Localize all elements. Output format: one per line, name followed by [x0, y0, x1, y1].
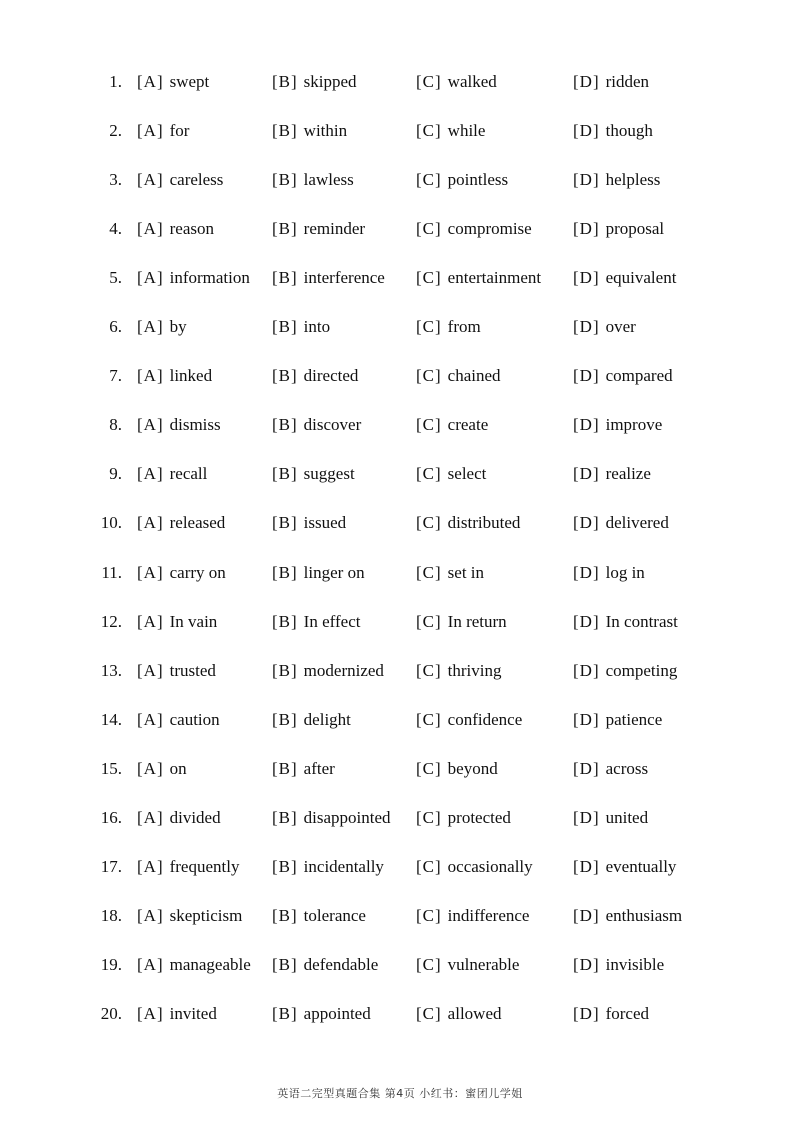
option-word: forced — [605, 1003, 650, 1023]
option-word: linked — [169, 366, 213, 386]
question-row — [0, 754, 800, 784]
option-letter: [D] — [573, 464, 600, 484]
option-word: for — [169, 121, 190, 141]
option-word: swept — [169, 72, 210, 91]
question-number: 1. — [109, 72, 122, 91]
option-word: vulnerable — [447, 954, 520, 974]
option-word: on — [169, 758, 187, 778]
question-number: 18. — [100, 905, 122, 925]
question-number: 12. — [100, 611, 122, 631]
question-row — [0, 361, 800, 391]
question-row — [0, 901, 800, 931]
option-b — [272, 705, 351, 735]
question-row — [0, 607, 800, 637]
question-row — [0, 165, 800, 195]
option-letter: [D] — [573, 121, 600, 141]
option-word: frequently — [169, 856, 240, 876]
option-letter: [B] — [272, 219, 298, 239]
question-row — [0, 214, 800, 244]
option-d — [573, 508, 669, 538]
question-row — [0, 312, 800, 342]
option-d — [573, 116, 653, 146]
option-c — [416, 901, 529, 931]
option-c — [416, 999, 502, 1029]
option-d — [573, 165, 660, 195]
option-letter: [B] — [272, 807, 298, 827]
option-word: by — [169, 317, 187, 337]
option-letter: [C] — [416, 758, 442, 778]
question-row — [0, 852, 800, 882]
question-number: 6. — [109, 317, 122, 337]
option-letter: [D] — [573, 954, 600, 974]
option-d — [573, 410, 662, 440]
question-number: 11. — [101, 562, 122, 582]
option-a — [137, 214, 214, 244]
option-letter: [D] — [573, 513, 600, 533]
option-word: enthusiasm — [605, 905, 683, 925]
option-b — [272, 410, 361, 440]
option-b — [272, 263, 385, 293]
option-letter: [A] — [137, 513, 164, 533]
option-b — [272, 67, 357, 97]
option-a — [137, 410, 221, 440]
option-word: delivered — [605, 513, 669, 533]
option-letter: [C] — [416, 709, 442, 729]
option-d — [573, 656, 677, 686]
option-a — [137, 950, 251, 980]
option-word: create — [447, 415, 489, 435]
question-row — [0, 803, 800, 833]
option-b — [272, 656, 384, 686]
option-letter: [D] — [573, 905, 600, 925]
option-word: information — [169, 268, 250, 288]
option-word: invisible — [605, 954, 665, 974]
option-letter: [B] — [272, 170, 298, 190]
option-word: competing — [605, 660, 678, 680]
option-a — [137, 558, 226, 588]
option-word: defendable — [303, 954, 379, 974]
option-d — [573, 214, 664, 244]
option-word: interference — [303, 268, 385, 288]
option-c — [416, 214, 532, 244]
option-letter: [B] — [272, 317, 298, 337]
question-row — [0, 558, 800, 588]
option-letter: [D] — [573, 415, 600, 435]
option-letter: [D] — [573, 856, 600, 876]
option-b — [272, 607, 360, 637]
option-letter: [C] — [416, 121, 442, 141]
option-d — [573, 607, 678, 637]
option-letter: [B] — [272, 660, 298, 680]
option-word: lawless — [303, 170, 354, 190]
option-a — [137, 705, 220, 735]
option-letter: [C] — [416, 513, 442, 533]
option-word: trusted — [169, 660, 216, 680]
option-letter: [D] — [573, 366, 600, 386]
option-word: skipped — [303, 72, 357, 91]
option-letter: [C] — [416, 415, 442, 435]
option-word: protected — [447, 807, 511, 827]
option-letter: [D] — [573, 611, 600, 631]
option-b — [272, 852, 384, 882]
option-word: recall — [169, 464, 208, 484]
question-row — [0, 950, 800, 980]
option-word: into — [303, 317, 331, 337]
option-word: equivalent — [605, 268, 677, 288]
option-word: skepticism — [169, 905, 243, 925]
option-b — [272, 950, 378, 980]
option-letter: [C] — [416, 660, 442, 680]
option-letter: [B] — [272, 856, 298, 876]
option-letter: [A] — [137, 219, 164, 239]
option-c — [416, 607, 507, 637]
option-word: released — [169, 513, 226, 533]
option-word: united — [605, 807, 649, 827]
option-letter: [A] — [137, 415, 164, 435]
option-word: In contrast — [605, 611, 678, 631]
question-number: 8. — [109, 415, 122, 435]
question-number: 17. — [100, 856, 122, 876]
option-d — [573, 705, 662, 735]
option-c — [416, 361, 501, 391]
option-word: improve — [605, 415, 663, 435]
option-word: caution — [169, 709, 220, 729]
option-letter: [A] — [137, 856, 164, 876]
option-letter: [D] — [573, 219, 600, 239]
option-letter: [A] — [137, 905, 164, 925]
question-number: 10. — [100, 513, 122, 533]
option-b — [272, 803, 391, 833]
option-a — [137, 803, 221, 833]
option-word: log in — [605, 562, 645, 582]
option-letter: [D] — [573, 268, 600, 288]
option-a — [137, 508, 225, 538]
question-row — [0, 508, 800, 538]
option-word: patience — [605, 709, 663, 729]
question-number: 7. — [109, 366, 122, 386]
option-word: manageable — [169, 954, 251, 974]
option-word: beyond — [447, 758, 498, 778]
option-letter: [B] — [272, 954, 298, 974]
option-word: allowed — [447, 1003, 502, 1023]
option-letter: [C] — [416, 72, 442, 91]
option-word: issued — [303, 513, 347, 533]
option-word: suggest — [303, 464, 355, 484]
option-word: across — [605, 758, 649, 778]
option-b — [272, 558, 365, 588]
option-a — [137, 165, 223, 195]
option-c — [416, 263, 541, 293]
option-letter: [B] — [272, 464, 298, 484]
option-word: linger on — [303, 562, 365, 582]
option-letter: [A] — [137, 72, 164, 91]
option-c — [416, 950, 519, 980]
question-number: 13. — [100, 660, 122, 680]
question-number: 5. — [109, 268, 122, 288]
option-b — [272, 165, 354, 195]
option-word: In effect — [303, 611, 361, 631]
option-word: select — [447, 464, 487, 484]
question-number: 9. — [109, 464, 122, 484]
option-word: pointless — [447, 170, 509, 190]
option-letter: [C] — [416, 807, 442, 827]
option-letter: [A] — [137, 464, 164, 484]
option-letter: [B] — [272, 758, 298, 778]
option-a — [137, 116, 189, 146]
option-word: reason — [169, 219, 214, 239]
option-word: tolerance — [303, 905, 366, 925]
option-letter: [A] — [137, 954, 164, 974]
option-word: divided — [169, 807, 221, 827]
question-row — [0, 67, 800, 97]
option-word: dismiss — [169, 415, 221, 435]
option-d — [573, 950, 664, 980]
option-word: though — [605, 121, 653, 141]
option-letter: [C] — [416, 1003, 442, 1023]
option-letter: [B] — [272, 513, 298, 533]
option-letter: [B] — [272, 611, 298, 631]
option-b — [272, 459, 355, 489]
option-word: confidence — [447, 709, 523, 729]
option-d — [573, 999, 649, 1029]
option-letter: [C] — [416, 856, 442, 876]
option-letter: [A] — [137, 807, 164, 827]
option-word: compared — [605, 366, 673, 386]
option-word: chained — [447, 366, 501, 386]
option-letter: [B] — [272, 905, 298, 925]
option-letter: [D] — [573, 1003, 600, 1023]
option-word: appointed — [303, 1003, 371, 1023]
question-number: 15. — [100, 758, 122, 778]
option-word: delight — [303, 709, 351, 729]
option-a — [137, 754, 187, 784]
option-d — [573, 803, 648, 833]
option-c — [416, 165, 508, 195]
question-number: 20. — [100, 1003, 122, 1023]
option-word: set in — [447, 562, 485, 582]
option-word: carry on — [169, 562, 226, 582]
option-word: realize — [605, 464, 651, 484]
option-letter: [A] — [137, 366, 164, 386]
option-a — [137, 361, 212, 391]
option-word: In vain — [169, 611, 218, 631]
option-letter: [D] — [573, 807, 600, 827]
option-letter: [A] — [137, 660, 164, 680]
option-a — [137, 901, 242, 931]
option-c — [416, 705, 522, 735]
option-word: invited — [169, 1003, 217, 1023]
option-c — [416, 803, 511, 833]
option-d — [573, 67, 649, 97]
option-c — [416, 410, 488, 440]
option-c — [416, 312, 481, 342]
option-a — [137, 67, 209, 97]
option-letter: [C] — [416, 611, 442, 631]
option-b — [272, 508, 346, 538]
option-letter: [B] — [272, 415, 298, 435]
option-letter: [D] — [573, 709, 600, 729]
question-row — [0, 459, 800, 489]
option-letter: [B] — [272, 1003, 298, 1023]
option-letter: [A] — [137, 758, 164, 778]
option-c — [416, 852, 533, 882]
option-letter: [C] — [416, 268, 442, 288]
option-word: In return — [447, 611, 507, 631]
option-letter: [A] — [137, 170, 164, 190]
option-b — [272, 361, 358, 391]
option-a — [137, 312, 187, 342]
question-number: 16. — [100, 807, 122, 827]
option-b — [272, 999, 371, 1029]
option-d — [573, 852, 676, 882]
option-letter: [B] — [272, 709, 298, 729]
option-word: while — [447, 121, 486, 141]
option-d — [573, 263, 676, 293]
option-letter: [B] — [272, 562, 298, 582]
option-c — [416, 558, 484, 588]
option-letter: [B] — [272, 72, 298, 91]
option-letter: [C] — [416, 562, 442, 582]
option-a — [137, 263, 250, 293]
option-letter: [A] — [137, 562, 164, 582]
option-letter: [C] — [416, 954, 442, 974]
option-word: careless — [169, 170, 224, 190]
question-row — [0, 116, 800, 146]
option-letter: [C] — [416, 464, 442, 484]
option-letter: [B] — [272, 121, 298, 141]
page-footer: 英语二完型真题合集 第4页 小红书：蜜团儿学姐 — [277, 1087, 523, 1100]
question-row — [0, 656, 800, 686]
option-letter: [A] — [137, 268, 164, 288]
option-b — [272, 754, 335, 784]
option-word: entertainment — [447, 268, 542, 288]
question-number: 2. — [109, 121, 122, 141]
option-b — [272, 116, 347, 146]
option-word: occasionally — [447, 856, 533, 876]
option-letter: [D] — [573, 758, 600, 778]
question-row — [0, 999, 800, 1029]
option-word: disappointed — [303, 807, 391, 827]
option-word: proposal — [605, 219, 665, 239]
option-c — [416, 459, 486, 489]
option-d — [573, 754, 648, 784]
question-row — [0, 410, 800, 440]
option-letter: [D] — [573, 562, 600, 582]
option-word: helpless — [605, 170, 661, 190]
option-letter: [D] — [573, 72, 600, 91]
option-letter: [B] — [272, 268, 298, 288]
option-word: from — [447, 317, 481, 337]
option-a — [137, 607, 217, 637]
option-word: eventually — [605, 856, 677, 876]
option-d — [573, 558, 645, 588]
option-word: modernized — [303, 660, 384, 680]
option-a — [137, 999, 217, 1029]
option-word: within — [303, 121, 348, 141]
option-b — [272, 214, 365, 244]
option-word: incidentally — [303, 856, 384, 876]
option-c — [416, 754, 498, 784]
option-c — [416, 656, 502, 686]
option-letter: [A] — [137, 317, 164, 337]
option-word: thriving — [447, 660, 502, 680]
option-word: compromise — [447, 219, 532, 239]
option-a — [137, 459, 207, 489]
question-row — [0, 705, 800, 735]
option-letter: [C] — [416, 317, 442, 337]
question-number: 14. — [100, 709, 122, 729]
option-letter: [D] — [573, 317, 600, 337]
option-a — [137, 656, 216, 686]
option-letter: [A] — [137, 1003, 164, 1023]
option-letter: [C] — [416, 905, 442, 925]
option-letter: [A] — [137, 121, 164, 141]
option-word: after — [303, 758, 335, 778]
option-d — [573, 361, 673, 391]
option-letter: [C] — [416, 366, 442, 386]
option-letter: [D] — [573, 660, 600, 680]
option-c — [416, 67, 497, 97]
option-letter: [C] — [416, 170, 442, 190]
option-d — [573, 901, 682, 931]
option-letter: [C] — [416, 219, 442, 239]
option-letter: [A] — [137, 709, 164, 729]
question-number: 4. — [109, 219, 122, 239]
option-word: reminder — [303, 219, 366, 239]
option-word: directed — [303, 366, 359, 386]
option-word: walked — [447, 72, 497, 91]
option-b — [272, 901, 366, 931]
option-c — [416, 508, 520, 538]
option-word: ridden — [605, 72, 650, 91]
question-row — [0, 263, 800, 293]
option-c — [416, 116, 485, 146]
option-word: discover — [303, 415, 362, 435]
option-a — [137, 852, 239, 882]
question-number: 19. — [100, 954, 122, 974]
option-d — [573, 459, 651, 489]
question-number: 3. — [109, 170, 122, 190]
option-letter: [A] — [137, 611, 164, 631]
option-word: indifference — [447, 905, 530, 925]
option-letter: [B] — [272, 366, 298, 386]
option-b — [272, 312, 330, 342]
option-letter: [D] — [573, 170, 600, 190]
option-d — [573, 312, 636, 342]
option-word: over — [605, 317, 636, 337]
option-word: distributed — [447, 513, 521, 533]
